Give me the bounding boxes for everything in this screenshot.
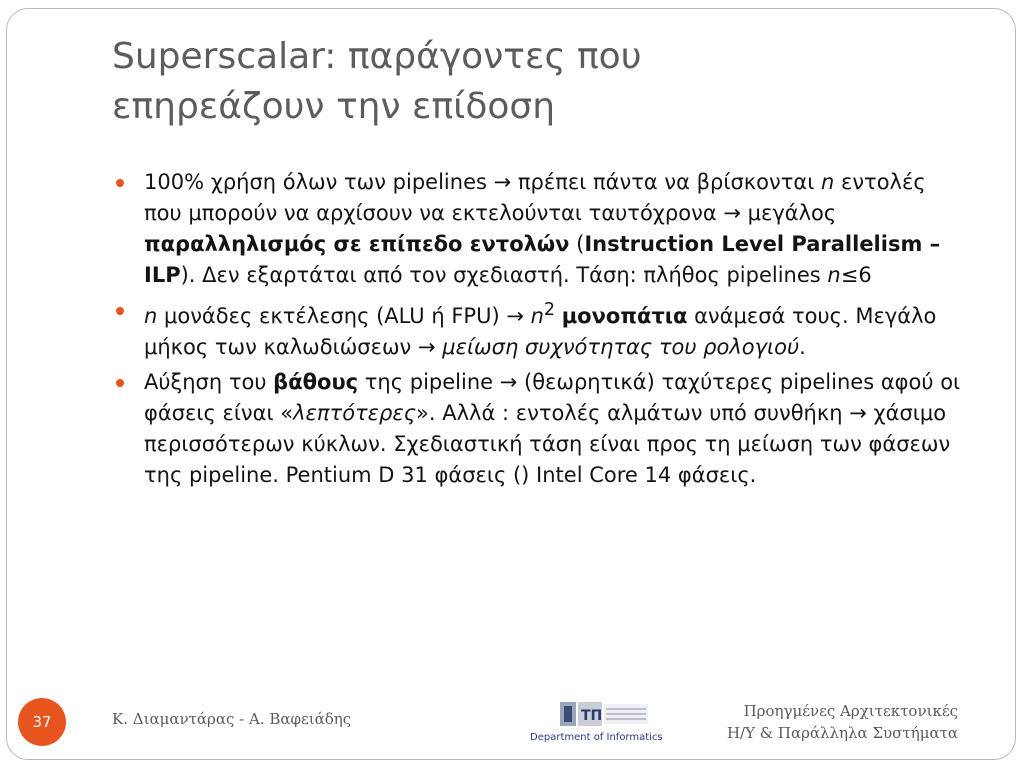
bullet-2-space: [555, 304, 562, 328]
bullet-3-bold-depth: βάθους: [273, 370, 359, 394]
bullet-1-text-d: ). Δεν εξαρτάται από τον σχεδιαστή. Τάση: πλήθος pipelines: [180, 263, 828, 287]
bullet-dot-icon: [116, 307, 124, 315]
bullet-dot-icon: [116, 379, 124, 387]
bullet-3-text-c: ». Αλλά : εντολές αλμάτων υπό συνθήκη → χάσιμο περισσότερων κύκλων. Σχεδιαστική τάση είναι προς τη μείωση των φάσεων της pipeline. Pentium D 31 φάσεις () Intel Core 14 φάσεις.: [144, 401, 951, 487]
bullet-2-italic-clock: μείωση συχνότητας του ρολογιού: [442, 335, 800, 359]
bullet-1-text-a: 100% χρήση όλων των pipelines → πρέπει πάντα να βρίσκονται: [144, 170, 821, 194]
footer-course: [727, 700, 958, 744]
department-logo-icon: [528, 700, 678, 744]
bullet-1-bold-ilp: Instruction Level Parallelism – ILP: [144, 232, 941, 287]
bullet-dot-icon: [116, 179, 124, 187]
bullet-item-3: [116, 367, 966, 491]
bullet-2-text-c: .: [799, 335, 806, 359]
bullet-1-var-n-2: n: [827, 263, 841, 287]
bullet-1-text-b: εντολές που μπορούν να αρχίσουν να εκτελούνται ταυτόχρονα → μεγάλος: [144, 170, 926, 225]
slide-title: [112, 32, 952, 132]
bullet-3-italic-thinner: λεπτότερες: [293, 401, 417, 425]
slide-number-badge: [18, 698, 66, 746]
bullet-3-text-b: της pipeline → (θεωρητικά) ταχύτερες pipelines αφού οι φάσεις είναι «: [144, 370, 961, 425]
bullet-1-text-c: (: [569, 232, 585, 256]
bullet-1-var-n: n: [820, 170, 835, 194]
footer-course-line-1: Προηγμένες Αρχιτεκτονικές: [743, 702, 958, 720]
slide-title-line-1: Superscalar: παράγοντες που: [112, 36, 642, 77]
bullet-2-superscript: 2: [543, 300, 556, 320]
footer-authors: Κ. Διαμαντάρας - Α. Βαφειάδης: [112, 710, 352, 728]
footer-course-line-2: Η/Υ & Παράλληλα Συστήματα: [726, 724, 958, 742]
bullet-item-1: [116, 167, 966, 291]
bullet-2-text-b: ανάμεσά τους. Μεγάλο μήκος των καλωδιώσεων →: [144, 304, 937, 359]
bullet-2-var-n: n: [144, 304, 158, 328]
slide-title-line-2: επηρεάζουν την επίδοση: [112, 86, 556, 127]
svg-text:ΤΠ: ΤΠ: [581, 708, 603, 724]
slide-number: 37: [32, 713, 52, 731]
bullet-1-bold-ilp-greek: παραλληλισμός σε επίπεδο εντολών: [144, 232, 570, 256]
logo-caption: Department of Informatics: [530, 732, 663, 743]
bullet-item-2: [116, 295, 966, 363]
bullet-3-text-a: Αύξηση του: [144, 370, 274, 394]
bullet-1-text-e: ≤6: [840, 263, 872, 287]
bullet-2-var-n-2: n: [530, 304, 544, 328]
bullet-list: [116, 167, 966, 495]
bullet-2-bold-paths: μονοπάτια: [561, 304, 688, 328]
bullet-2-text-a: μονάδες εκτέλεσης (ALU ή FPU) →: [157, 304, 531, 328]
